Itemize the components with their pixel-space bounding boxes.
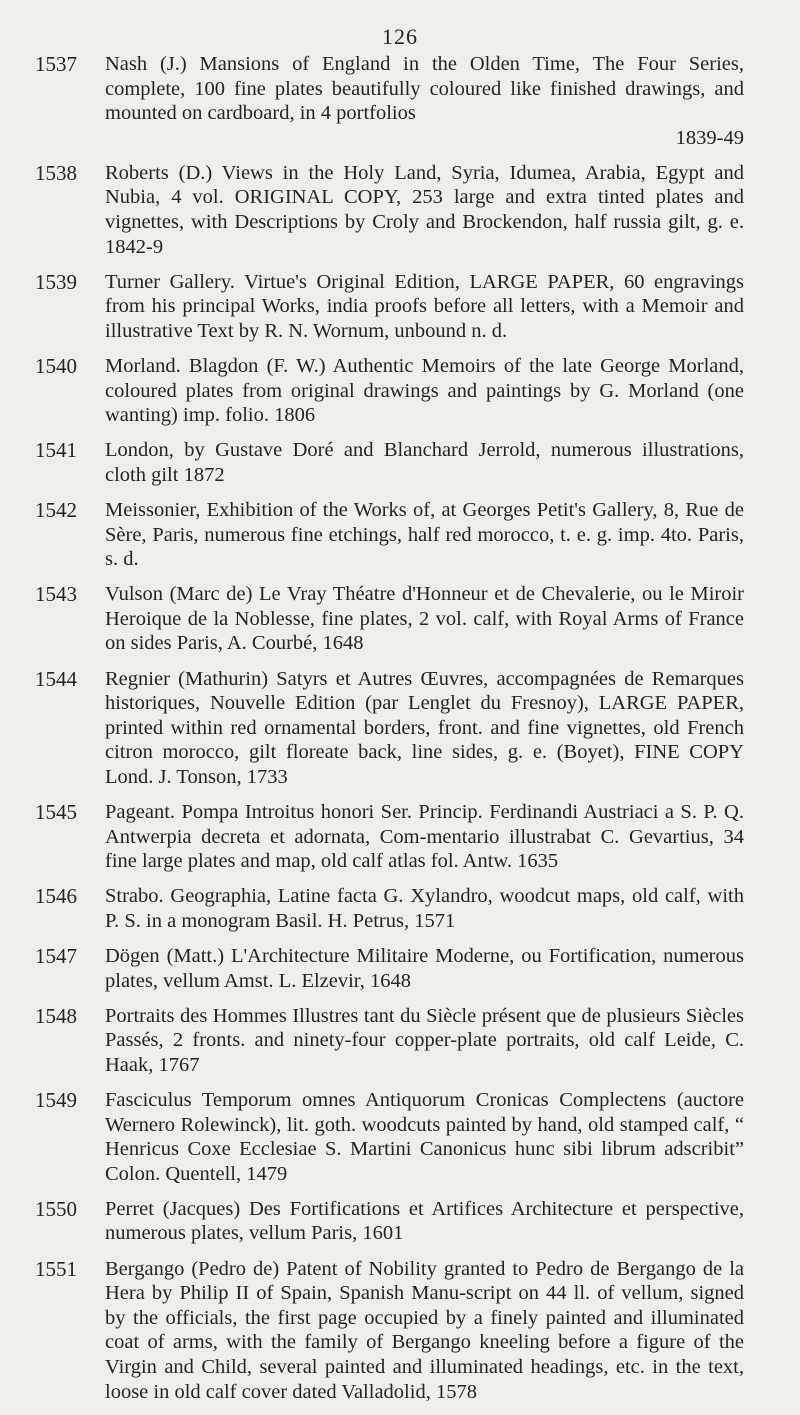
catalogue-entries <box>0 52 800 1415</box>
catalogue-entry <box>0 582 800 656</box>
catalogue-entry <box>0 1257 800 1405</box>
lot-number: 1542 <box>35 498 77 522</box>
lot-number: 1537 <box>35 52 77 76</box>
lot-number: 1549 <box>35 1087 77 1112</box>
lot-number: 1543 <box>35 582 77 607</box>
catalogue-entry <box>0 944 800 993</box>
entry-text: Turner Gallery. Virtue's Original Edition, LARGE PAPER, 60 engravings from his principal Works, india proofs before all letters, with a Memoir and illustrative Text by R. N. Wornum, unbound n. d. <box>105 270 744 342</box>
lot-number: 1550 <box>35 1196 77 1221</box>
catalogue-entry <box>0 800 800 874</box>
lot-number: 1541 <box>35 438 77 463</box>
lot-number: 1551 <box>35 1256 77 1281</box>
lot-number: 1548 <box>35 1003 77 1028</box>
lot-number: 1547 <box>35 944 77 968</box>
page-number: 126 <box>382 24 418 49</box>
entry-text: Roberts (D.) Views in the Holy Land, Syria, Idumea, Arabia, Egypt and Nubia, 4 vol. ORIGINAL COPY, 253 large and extra tinted plates and vignettes, with Descriptions by Croly and Brockendon, half russia gilt, g. e. 1842-9 <box>105 161 744 258</box>
entry-text: Strabo. Geographia, Latine facta G. Xylandro, woodcut maps, old calf, with P. S. in a monogram Basil. H. Petrus, 1571 <box>105 885 744 932</box>
lot-number: 1544 <box>35 666 77 691</box>
catalogue-entry <box>0 438 800 487</box>
catalogue-entry <box>0 1004 800 1078</box>
entry-date: 1839-49 <box>675 126 744 149</box>
entry-text: Portraits des Hommes Illustres tant du Siècle présent que de plusieurs Siècles Passés, 2 fronts. and ninety-four copper-plate portraits, old calf Leide, C. Haak, 1767 <box>105 1004 744 1076</box>
lot-number: 1538 <box>35 160 77 185</box>
catalogue-entry <box>0 354 800 428</box>
entry-text: Fasciculus Temporum omnes Antiquorum Cronicas Complectens (auctore Wernero Rolewinck), lit. goth. woodcuts painted by hand, old stamped calf, “ Henricus Coxe Ecclesiae S. Martini Canonicus hunc sibi librum adscribit” Colon. Quentell, 1479 <box>105 1088 744 1185</box>
lot-number: 1545 <box>35 800 77 825</box>
entry-text: Nash (J.) Mansions of England in the Olden Time, The Four Series, complete, 100 fine plates beautifully coloured like finished drawings, and mounted on cardboard, in 4 portfolios <box>105 53 744 125</box>
catalogue-entry <box>0 1088 800 1186</box>
lot-number: 1546 <box>35 884 77 909</box>
catalogue-entry <box>0 884 800 933</box>
entry-text: Pageant. Pompa Introitus honori Ser. Princip. Ferdinandi Austriaci a S. P. Q. Antwerpia decreta et adornata, Com-mentario illustrabat C. Gevartius, 34 fine large plates and map, old calf atlas fol. Antw. 1635 <box>105 801 744 873</box>
lot-number: 1539 <box>35 269 77 294</box>
entry-text: Dögen (Matt.) L'Architecture Militaire Moderne, ou Fortification, numerous plates, vellum Amst. L. Elzevir, 1648 <box>105 945 744 992</box>
entry-text: Perret (Jacques) Des Fortifications et Artifices Architecture et perspective, numerous plates, vellum Paris, 1601 <box>105 1197 744 1245</box>
entry-text: Morland. Blagdon (F. W.) Authentic Memoirs of the late George Morland, coloured plates from original drawings and paintings by G. Morland (one wanting) imp. folio. 1806 <box>105 355 744 427</box>
entry-text: Regnier (Mathurin) Satyrs et Autres Œuvres, accompagnées de Remarques historiques, Nouvelle Edition (par Lenglet du Fresnoy), LARGE PAPER, printed within red ornamental borders, front. and fine vignettes, old French citron morocco, gilt floreate back, line sides, g. e. (Boyet), FINE COPY Lond. J. Tonson, 1733 <box>105 667 744 788</box>
entry-text: London, by Gustave Doré and Blanchard Jerrold, numerous illustrations, cloth gilt 1872 <box>105 439 744 486</box>
entry-text: Meissonier, Exhibition of the Works of, at Georges Petit's Gallery, 8, Rue de Sère, Paris, numerous fine etchings, half red morocco, t. e. g. imp. 4to. Paris, s. d. <box>105 499 744 571</box>
catalogue-entry <box>0 498 800 572</box>
entry-text: Vulson (Marc de) Le Vray Théatre d'Honneur et de Chevalerie, ou le Miroir Heroique de la Noblesse, fine plates, 2 vol. calf, with Royal Arms of France on sides Paris, A. Courbé, 1648 <box>105 583 744 655</box>
entry-text: Bergango (Pedro de) Patent of Nobility granted to Pedro de Bergango de la Hera by Philip II of Spain, Spanish Manu-script on 44 ll. of vellum, signed by the officials, the first page occupied by a finely painted and illuminated coat of arms, with the family of Bergango kneeling before a figure of the Virgin and Child, several painted and illuminated headings, etc. in the text, loose in old calf cover dated Valladolid, 1578 <box>105 1257 744 1403</box>
lot-number: 1540 <box>35 354 77 379</box>
catalogue-entry <box>0 52 800 150</box>
catalogue-entry <box>0 161 800 259</box>
catalogue-entry <box>0 270 800 344</box>
catalogue-entry <box>0 1197 800 1246</box>
catalogue-entry <box>0 667 800 790</box>
